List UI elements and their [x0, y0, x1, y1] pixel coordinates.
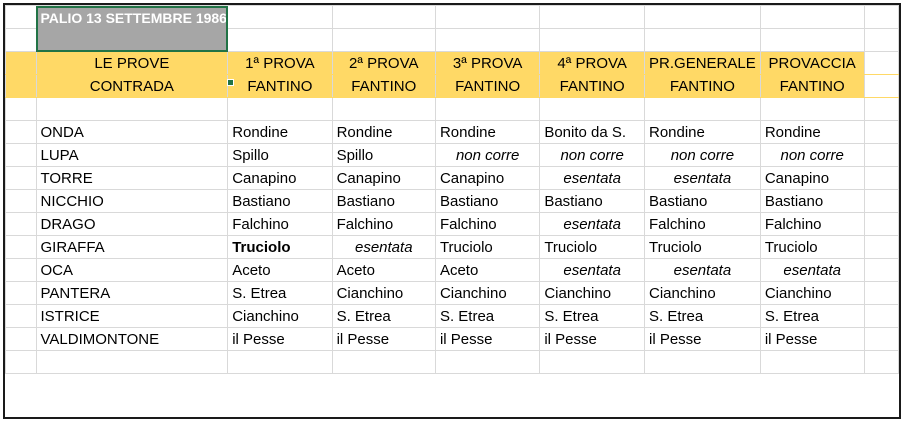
spreadsheet-grid [5, 5, 899, 374]
fantino-cell[interactable]: Falchino [644, 213, 760, 236]
fantino-cell[interactable]: esentata [540, 213, 645, 236]
empty-cell[interactable] [6, 144, 37, 167]
fantino-cell[interactable]: Bastiano [228, 190, 332, 213]
empty-cell[interactable] [864, 305, 898, 328]
fantino-cell[interactable]: Cianchino [332, 282, 435, 305]
fantino-cell[interactable]: Cianchino [760, 282, 864, 305]
empty-cell[interactable] [332, 6, 435, 29]
empty-cell[interactable] [760, 351, 864, 374]
empty-cell[interactable] [6, 351, 37, 374]
empty-cell[interactable] [864, 52, 898, 75]
empty-cell[interactable] [228, 351, 332, 374]
fantino-cell[interactable]: Rondine [332, 121, 435, 144]
fantino-cell[interactable]: Canapino [332, 167, 435, 190]
empty-cell[interactable] [6, 29, 37, 52]
table-row [6, 144, 899, 167]
fantino-cell[interactable]: S. Etrea [435, 305, 539, 328]
empty-cell[interactable] [864, 282, 898, 305]
empty-cell[interactable] [36, 351, 228, 374]
contrada-cell[interactable]: NICCHIO [36, 190, 228, 213]
fantino-cell[interactable]: il Pesse [228, 328, 332, 351]
empty-cell[interactable] [864, 351, 898, 374]
fantino-cell[interactable]: Bonito da S. [540, 121, 645, 144]
empty-cell[interactable] [36, 98, 228, 121]
contrada-cell[interactable]: ONDA [36, 121, 228, 144]
table-row [6, 259, 899, 282]
empty-row [6, 98, 899, 121]
empty-cell[interactable] [864, 236, 898, 259]
fantino-cell[interactable]: il Pesse [760, 328, 864, 351]
empty-cell[interactable] [228, 29, 332, 52]
fantino-cell[interactable]: esentata [760, 259, 864, 282]
empty-cell[interactable] [644, 6, 760, 29]
empty-cell[interactable] [6, 6, 37, 29]
sheet-title-cell[interactable]: PALIO 13 SETTEMBRE 1986 [36, 6, 228, 52]
fantino-cell[interactable]: S. Etrea [332, 305, 435, 328]
fantino-cell[interactable]: non corre [435, 144, 539, 167]
fantino-cell[interactable]: Cianchino [228, 305, 332, 328]
empty-cell[interactable] [644, 351, 760, 374]
empty-cell[interactable] [6, 52, 37, 75]
fantino-cell[interactable]: non corre [540, 144, 645, 167]
fantino-cell[interactable]: Spillo [228, 144, 332, 167]
column-header-cell[interactable]: 2ª PROVA [332, 52, 435, 75]
column-header-cell[interactable]: PR.GENERALE [644, 52, 760, 75]
empty-cell[interactable] [540, 351, 645, 374]
contrada-cell[interactable]: OCA [36, 259, 228, 282]
empty-cell[interactable] [6, 236, 37, 259]
table-row [6, 282, 899, 305]
table-row [6, 190, 899, 213]
empty-cell[interactable] [228, 6, 332, 29]
empty-cell[interactable] [435, 6, 539, 29]
column-header-cell[interactable]: FANTINO [332, 75, 435, 98]
table-row [6, 328, 899, 351]
contrada-cell[interactable]: TORRE [36, 167, 228, 190]
fantino-cell[interactable]: Cianchino [435, 282, 539, 305]
fantino-cell[interactable]: il Pesse [644, 328, 760, 351]
fantino-cell[interactable]: S. Etrea [760, 305, 864, 328]
header-row-prove [6, 52, 899, 75]
fantino-cell[interactable]: S. Etrea [228, 282, 332, 305]
empty-cell[interactable] [760, 29, 864, 52]
fantino-cell[interactable]: non corre [644, 144, 760, 167]
fantino-cell[interactable]: Rondine [228, 121, 332, 144]
fantino-cell[interactable]: Rondine [435, 121, 539, 144]
empty-cell[interactable] [332, 98, 435, 121]
fantino-cell[interactable]: Bastiano [760, 190, 864, 213]
empty-cell[interactable] [6, 121, 37, 144]
empty-cell[interactable] [435, 351, 539, 374]
empty-cell[interactable] [760, 98, 864, 121]
fantino-cell[interactable]: esentata [540, 259, 645, 282]
empty-cell[interactable] [644, 29, 760, 52]
column-header-cell[interactable]: 1ª PROVA [228, 52, 332, 75]
empty-cell[interactable] [6, 213, 37, 236]
empty-cell[interactable] [864, 167, 898, 190]
empty-cell[interactable] [644, 98, 760, 121]
column-header-cell[interactable]: FANTINO [228, 75, 332, 98]
contrada-cell[interactable]: DRAGO [36, 213, 228, 236]
table-row [6, 167, 899, 190]
empty-cell[interactable] [332, 29, 435, 52]
empty-cell[interactable] [760, 6, 864, 29]
column-header-cell[interactable]: FANTINO [644, 75, 760, 98]
fantino-cell[interactable]: il Pesse [540, 328, 645, 351]
column-header-cell[interactable]: 3ª PROVA [435, 52, 539, 75]
empty-cell[interactable] [6, 98, 37, 121]
fantino-cell[interactable]: il Pesse [332, 328, 435, 351]
contrada-cell[interactable]: VALDIMONTONE [36, 328, 228, 351]
fantino-cell[interactable]: Truciolo [228, 236, 332, 259]
spreadsheet-frame [3, 3, 901, 419]
header-row-fantino [6, 75, 899, 98]
empty-cell[interactable] [435, 29, 539, 52]
fantino-cell[interactable]: Rondine [644, 121, 760, 144]
fantino-cell[interactable]: Canapino [435, 167, 539, 190]
empty-cell[interactable] [864, 259, 898, 282]
empty-cell[interactable] [6, 167, 37, 190]
fantino-cell[interactable]: Falchino [332, 213, 435, 236]
fantino-cell[interactable]: S. Etrea [644, 305, 760, 328]
empty-cell[interactable] [228, 98, 332, 121]
fantino-cell[interactable]: Bastiano [540, 190, 645, 213]
contrada-cell[interactable]: LUPA [36, 144, 228, 167]
empty-cell[interactable] [6, 75, 37, 98]
fantino-cell[interactable]: Truciolo [540, 236, 645, 259]
empty-cell[interactable] [864, 98, 898, 121]
fantino-cell[interactable]: Aceto [435, 259, 539, 282]
table-row [6, 236, 899, 259]
column-header-cell[interactable]: LE PROVE [36, 52, 228, 75]
fantino-cell[interactable]: non corre [760, 144, 864, 167]
column-header-cell[interactable]: FANTINO [435, 75, 539, 98]
fantino-cell[interactable]: Falchino [228, 213, 332, 236]
fantino-cell[interactable]: Bastiano [332, 190, 435, 213]
empty-cell[interactable] [864, 213, 898, 236]
empty-cell[interactable] [6, 282, 37, 305]
empty-cell[interactable] [435, 98, 539, 121]
fantino-cell[interactable]: Aceto [332, 259, 435, 282]
column-header-cell[interactable]: 4ª PROVA [540, 52, 645, 75]
fantino-cell[interactable]: Truciolo [644, 236, 760, 259]
fantino-cell[interactable]: Falchino [435, 213, 539, 236]
fantino-cell[interactable]: Bastiano [435, 190, 539, 213]
empty-cell[interactable] [6, 328, 37, 351]
fantino-cell[interactable]: Bastiano [644, 190, 760, 213]
contrada-cell[interactable]: ISTRICE [36, 305, 228, 328]
fantino-cell[interactable]: esentata [540, 167, 645, 190]
empty-cell[interactable] [864, 75, 898, 98]
fantino-cell[interactable]: Truciolo [435, 236, 539, 259]
table-row [6, 213, 899, 236]
title-row [6, 6, 899, 29]
empty-cell[interactable] [6, 259, 37, 282]
column-header-cell[interactable]: CONTRADA [36, 75, 228, 98]
fill-handle[interactable] [227, 79, 234, 86]
fantino-cell[interactable]: Aceto [228, 259, 332, 282]
empty-cell[interactable] [864, 328, 898, 351]
column-header-cell[interactable]: FANTINO [540, 75, 645, 98]
contrada-cell[interactable]: PANTERA [36, 282, 228, 305]
empty-cell[interactable] [864, 29, 898, 52]
table-row [6, 121, 899, 144]
fantino-cell[interactable]: Cianchino [644, 282, 760, 305]
table-row [6, 305, 899, 328]
fantino-cell[interactable]: esentata [644, 259, 760, 282]
empty-cell[interactable] [540, 98, 645, 121]
fantino-cell[interactable]: il Pesse [435, 328, 539, 351]
empty-row [6, 351, 899, 374]
empty-cell[interactable] [864, 121, 898, 144]
contrada-cell[interactable]: GIRAFFA [36, 236, 228, 259]
empty-cell[interactable] [864, 190, 898, 213]
fantino-cell[interactable]: Rondine [760, 121, 864, 144]
empty-cell[interactable] [6, 305, 37, 328]
empty-cell[interactable] [864, 144, 898, 167]
fantino-cell[interactable]: esentata [332, 236, 435, 259]
empty-cell[interactable] [864, 6, 898, 29]
fantino-cell[interactable]: Cianchino [540, 282, 645, 305]
empty-cell[interactable] [540, 6, 645, 29]
column-header-cell[interactable]: FANTINO [760, 75, 864, 98]
empty-cell[interactable] [332, 351, 435, 374]
column-header-cell[interactable]: PROVACCIA [760, 52, 864, 75]
fantino-cell[interactable]: esentata [644, 167, 760, 190]
fantino-cell[interactable]: Spillo [332, 144, 435, 167]
fantino-cell[interactable]: Falchino [760, 213, 864, 236]
empty-cell[interactable] [6, 190, 37, 213]
fantino-cell[interactable]: Truciolo [760, 236, 864, 259]
empty-cell[interactable] [540, 29, 645, 52]
fantino-cell[interactable]: S. Etrea [540, 305, 645, 328]
fantino-cell[interactable]: Canapino [760, 167, 864, 190]
fantino-cell[interactable]: Canapino [228, 167, 332, 190]
